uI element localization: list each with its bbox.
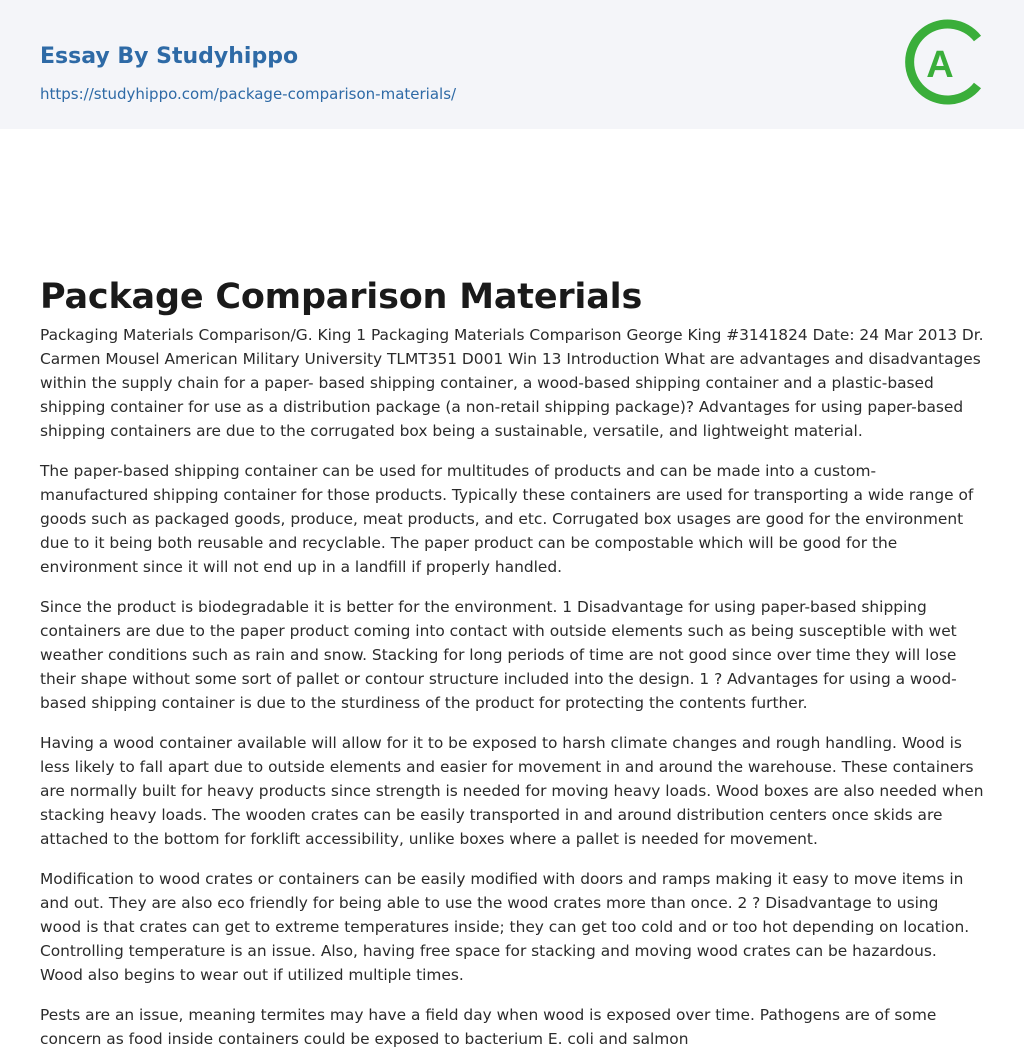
paragraph: Since the product is biodegradable it is better for the environment. 1 Disadvantage for using paper-based shipping containers are due to the paper product coming into contact with outside elements such as being susceptible with wet weather conditions such as rain and snow. Stacking for long periods of time are not good since over time they will lose their shape without some sort of pallet or contour structure included into the design. 1 ? Advantages for using a wood-based shipping container is due to the sturdiness of the product for protecting the contents further. [40,598,957,712]
page-title: Package Comparison Materials [40,277,643,317]
studyhippo-logo[interactable] [898,16,990,108]
paragraph: Packaging Materials Comparison/G. King 1 Packaging Materials Comparison George King #3141824 Date: 24 Mar 2013 Dr. Carmen Mousel American Military University TLMT351 D001 Win 13 Introduction What are advantages and disadvantages within the supply chain for a paper- based shipping container, a wood-based shipping container and a plastic-based shipping container for use as a distribution package (a non-retail shipping package)? Advantages for using paper-based shipping containers are due to the corrugated box being a sustainable, versatile, and lightweight material. [40,326,984,440]
article-body [0,129,1024,1051]
logo-letter: A [926,44,954,86]
article-url-link[interactable]: https://studyhippo.com/package-comparison-materials/ [40,85,457,103]
brand-title[interactable]: Essay By Studyhippo [40,44,299,69]
paragraph: Having a wood container available will allow for it to be exposed to harsh climate changes and rough handling. Wood is less likely to fall apart due to outside elements and easier for movement in and around the warehouse. These containers are normally built for heavy products since strength is needed for moving heavy loads. Wood boxes are also needed when stacking heavy loads. The wooden crates can be easily transported in and around distribution centers once skids are attached to the bottom for forklift accessibility, unlike boxes where a pallet is needed for movement. [40,734,984,848]
paragraph: Modification to wood crates or containers can be easily modified with doors and ramps making it easy to move items in and out. They are also eco friendly for being able to use the wood crates more than once. 2 ? Disadvantage to using wood is that crates can get to extreme temperatures inside; they can get too cold and or too hot depending on location. Controlling temperature is an issue. Also, having free space for stacking and moving wood crates can be hazardous. Wood also begins to wear out if utilized multiple times. [40,870,970,984]
paragraph: The paper-based shipping container can be used for multitudes of products and can be made into a custom-manufactured shipping container for those products. Typically these containers are used for transporting a wide range of goods such as packaged goods, produce, meat products, and etc. Corrugated box usages are good for the environment due to it being both reusable and recyclable. The paper product can be compostable which will be good for the environment since it will not end up in a landfill if properly handled. [40,462,974,576]
site-header [0,0,1024,129]
paragraph: Pests are an issue, meaning termites may have a field day when wood is exposed over time. Pathogens are of some concern as food inside containers could be exposed to bacterium E. coli and salmon [40,1006,937,1048]
